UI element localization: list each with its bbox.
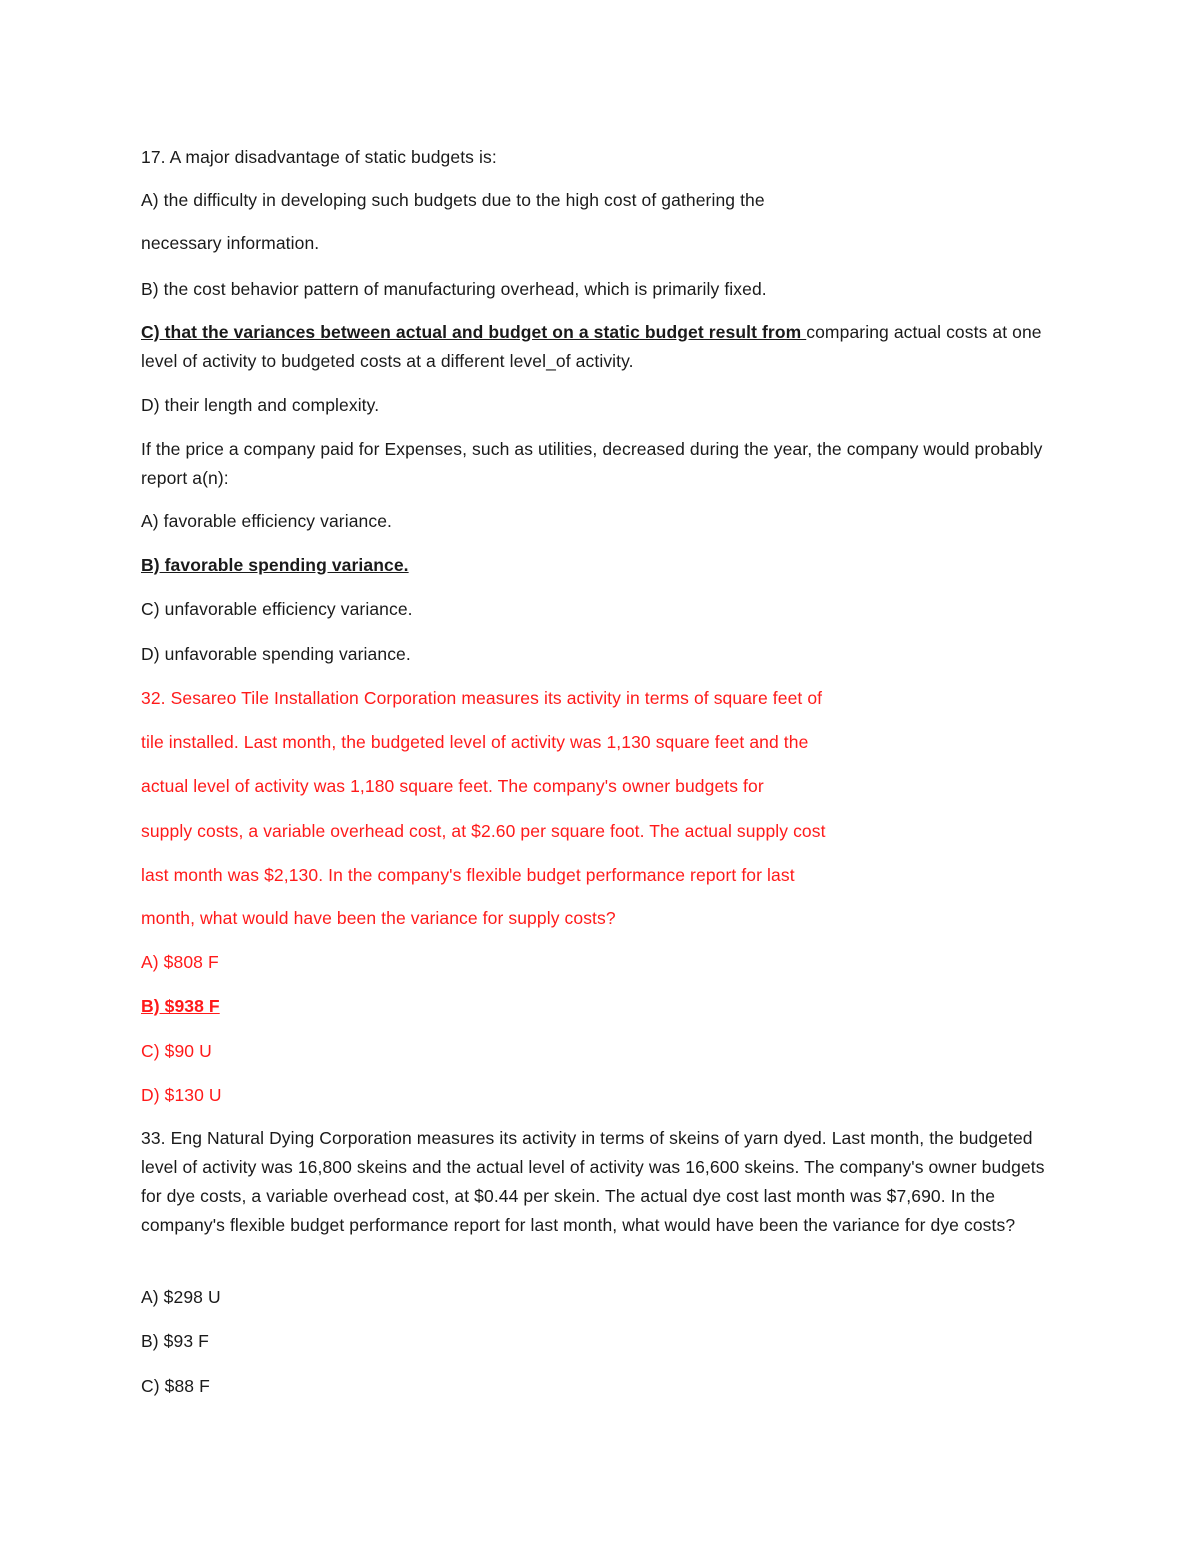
q32-stem-line6: month, what would have been the variance for supply costs? bbox=[141, 908, 616, 928]
q17-option-a-line1: A) the difficulty in developing such budgets due to the high cost of gathering the bbox=[141, 190, 765, 210]
q17-option-b: B) the cost behavior pattern of manufacturing overhead, which is primarily fixed. bbox=[141, 279, 767, 299]
q32-option-b-answer: B) $938 F bbox=[141, 996, 220, 1016]
q-expenses-option-b-answer: B) favorable spending variance. bbox=[141, 555, 409, 575]
q32-stem-line3: actual level of activity was 1,180 square feet. The company's owner budgets for bbox=[141, 776, 764, 796]
q17-stem: 17. A major disadvantage of static budgets is: bbox=[141, 147, 497, 167]
q17-option-c-answer: C) that the variances between actual and budget on a static budget result from bbox=[141, 322, 807, 342]
q-expenses-option-a: A) favorable efficiency variance. bbox=[141, 511, 393, 531]
q32-stem-line1: 32. Sesareo Tile Installation Corporation measures its activity in terms of square feet of bbox=[141, 688, 823, 708]
q33-option-b: B) $93 F bbox=[141, 1331, 209, 1351]
q32-option-d: D) $130 U bbox=[141, 1085, 222, 1105]
q17-option-d: D) their length and complexity. bbox=[141, 395, 380, 415]
q-expenses-option-c: C) unfavorable efficiency variance. bbox=[141, 599, 413, 619]
q33-option-c: C) $88 F bbox=[141, 1376, 210, 1396]
q17-option-c bbox=[141, 318, 1066, 376]
q17-option-c-rest: comparing actual costs at one level of activity to budgeted costs at a different level_of activity. bbox=[141, 322, 1042, 371]
q33-option-a: A) $298 U bbox=[141, 1287, 221, 1307]
q33-stem: 33. Eng Natural Dying Corporation measures its activity in terms of skeins of yarn dyed. Last month, the budgeted level of activity was 16,800 skeins and the actual level of activity was 16,600 skeins. The company's owner budgets for dye costs, a variable overhead cost, at $0.44 per skein. The actual dye cost last month was $7,690. In the company's flexible budget performance report for last month, what would have been the variance for dye costs? bbox=[141, 1128, 1045, 1235]
q32-stem-line4: supply costs, a variable overhead cost, at $2.60 per square foot. The actual supply cost bbox=[141, 821, 826, 841]
q32-stem-line2: tile installed. Last month, the budgeted level of activity was 1,130 square feet and the bbox=[141, 732, 809, 752]
q32-option-c: C) $90 U bbox=[141, 1041, 212, 1061]
q32-option-a: A) $808 F bbox=[141, 952, 219, 972]
q-expenses-stem: If the price a company paid for Expenses, such as utilities, decreased during the year, the company would probably report a(n): bbox=[141, 439, 1043, 488]
q32-stem-line5: last month was $2,130. In the company's flexible budget performance report for last bbox=[141, 865, 795, 885]
q17-option-a-line2: necessary information. bbox=[141, 233, 320, 253]
q-expenses-option-d: D) unfavorable spending variance. bbox=[141, 644, 411, 664]
